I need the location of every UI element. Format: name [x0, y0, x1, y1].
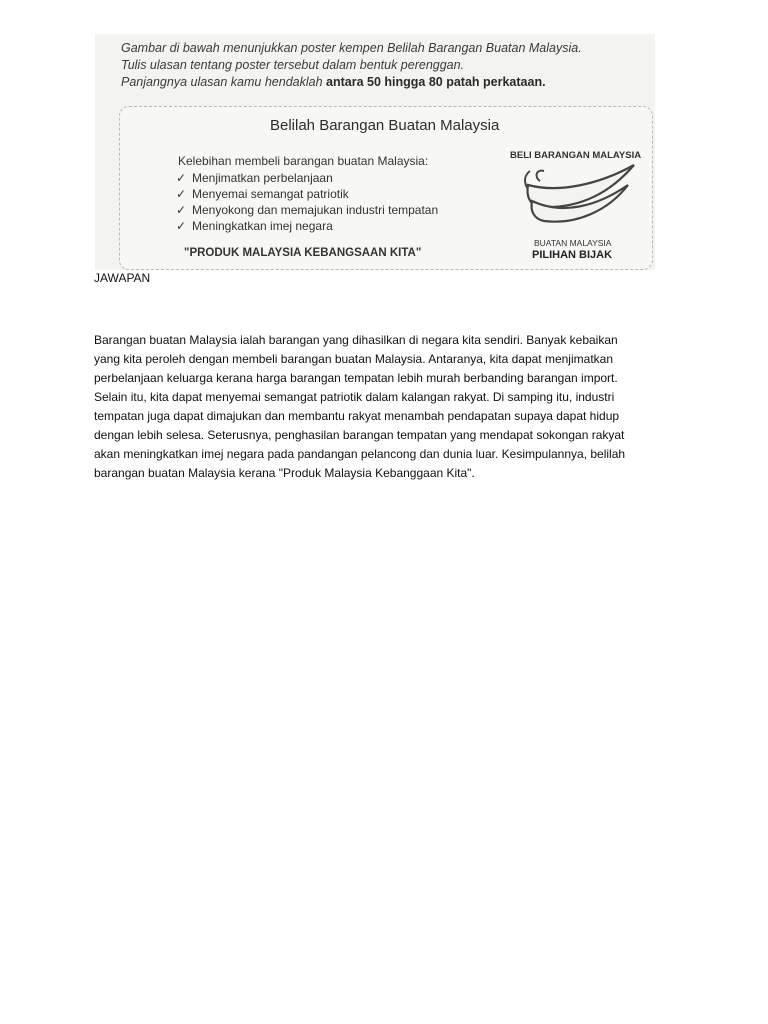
logo-small-text: BUATAN MALAYSIA [534, 238, 612, 248]
answer-line: Barangan buatan Malaysia ialah barangan yang dihasilkan di negara kita sendiri. Banyak kebaikan [94, 333, 618, 347]
list-item [176, 186, 438, 202]
answer-line: akan meningkatkan imej negara pada pandangan pelancong dan dunia luar. Kesimpulannya, belilah [94, 447, 626, 461]
answer-line: Selain itu, kita dapat menyemai semangat patriotik dalam kalangan rakyat. Di samping itu, industri [94, 390, 615, 404]
benefit-text: Menyemai semangat patriotik [192, 187, 349, 201]
poster-title: Belilah Barangan Buatan Malaysia [270, 117, 500, 134]
list-item [176, 170, 438, 186]
list-item [176, 202, 438, 218]
benefit-text: Meningkatkan imej negara [192, 219, 333, 233]
benefits-heading: Kelebihan membeli barangan buatan Malaysia: [178, 154, 429, 168]
answer-line: tempatan juga dapat dimajukan dan membantu rakyat menambah pendapatan supaya dapat hidup [94, 409, 620, 423]
instruction-line: Tulis ulasan tentang poster tersebut dalam bentuk perenggan. [121, 58, 465, 72]
answer-paragraph [94, 331, 674, 483]
check-icon: ✓ [176, 187, 187, 201]
logo-top-text: BELI BARANGAN MALAYSIA [510, 150, 642, 161]
campaign-poster [119, 106, 653, 270]
check-icon: ✓ [176, 219, 187, 233]
check-icon: ✓ [176, 203, 187, 217]
instruction-line [121, 74, 651, 91]
benefits-list [176, 170, 438, 234]
check-icon: ✓ [176, 171, 187, 185]
instruction-line: Gambar di bawah menunjukkan poster kempen Belilah Barangan Buatan Malaysia. [121, 41, 582, 55]
answer-label: JAWAPAN [94, 271, 151, 285]
benefit-text: Menjimatkan perbelanjaan [192, 171, 333, 185]
instruction-line-text: Panjangnya ulasan kamu hendaklah [121, 75, 323, 89]
logo-bottom-text: PILIHAN BIJAK [532, 249, 613, 261]
benefit-text: Menyokong dan memajukan industri tempatan [192, 203, 439, 217]
answer-line: perbelanjaan keluarga kerana harga barangan tempatan lebih murah berbanding barangan import. [94, 371, 618, 385]
swoosh-logo-icon [518, 163, 638, 233]
answer-line: barangan buatan Malaysia kerana "Produk Malaysia Kebanggaan Kita". [94, 466, 475, 480]
question-scan-image [95, 34, 655, 270]
word-count-emphasis: antara 50 hingga 80 patah perkataan. [326, 75, 546, 89]
question-instructions [121, 40, 651, 91]
list-item [176, 218, 438, 234]
poster-slogan: "PRODUK MALAYSIA KEBANGSAAN KITA" [184, 247, 422, 259]
answer-line: yang kita peroleh dengan membeli barangan buatan Malaysia. Antaranya, kita dapat menjimatkan [94, 352, 613, 366]
answer-line: dengan lebih selesa. Seterusnya, penghasilan barangan tempatan yang mendapat sokongan rakyat [94, 428, 625, 442]
